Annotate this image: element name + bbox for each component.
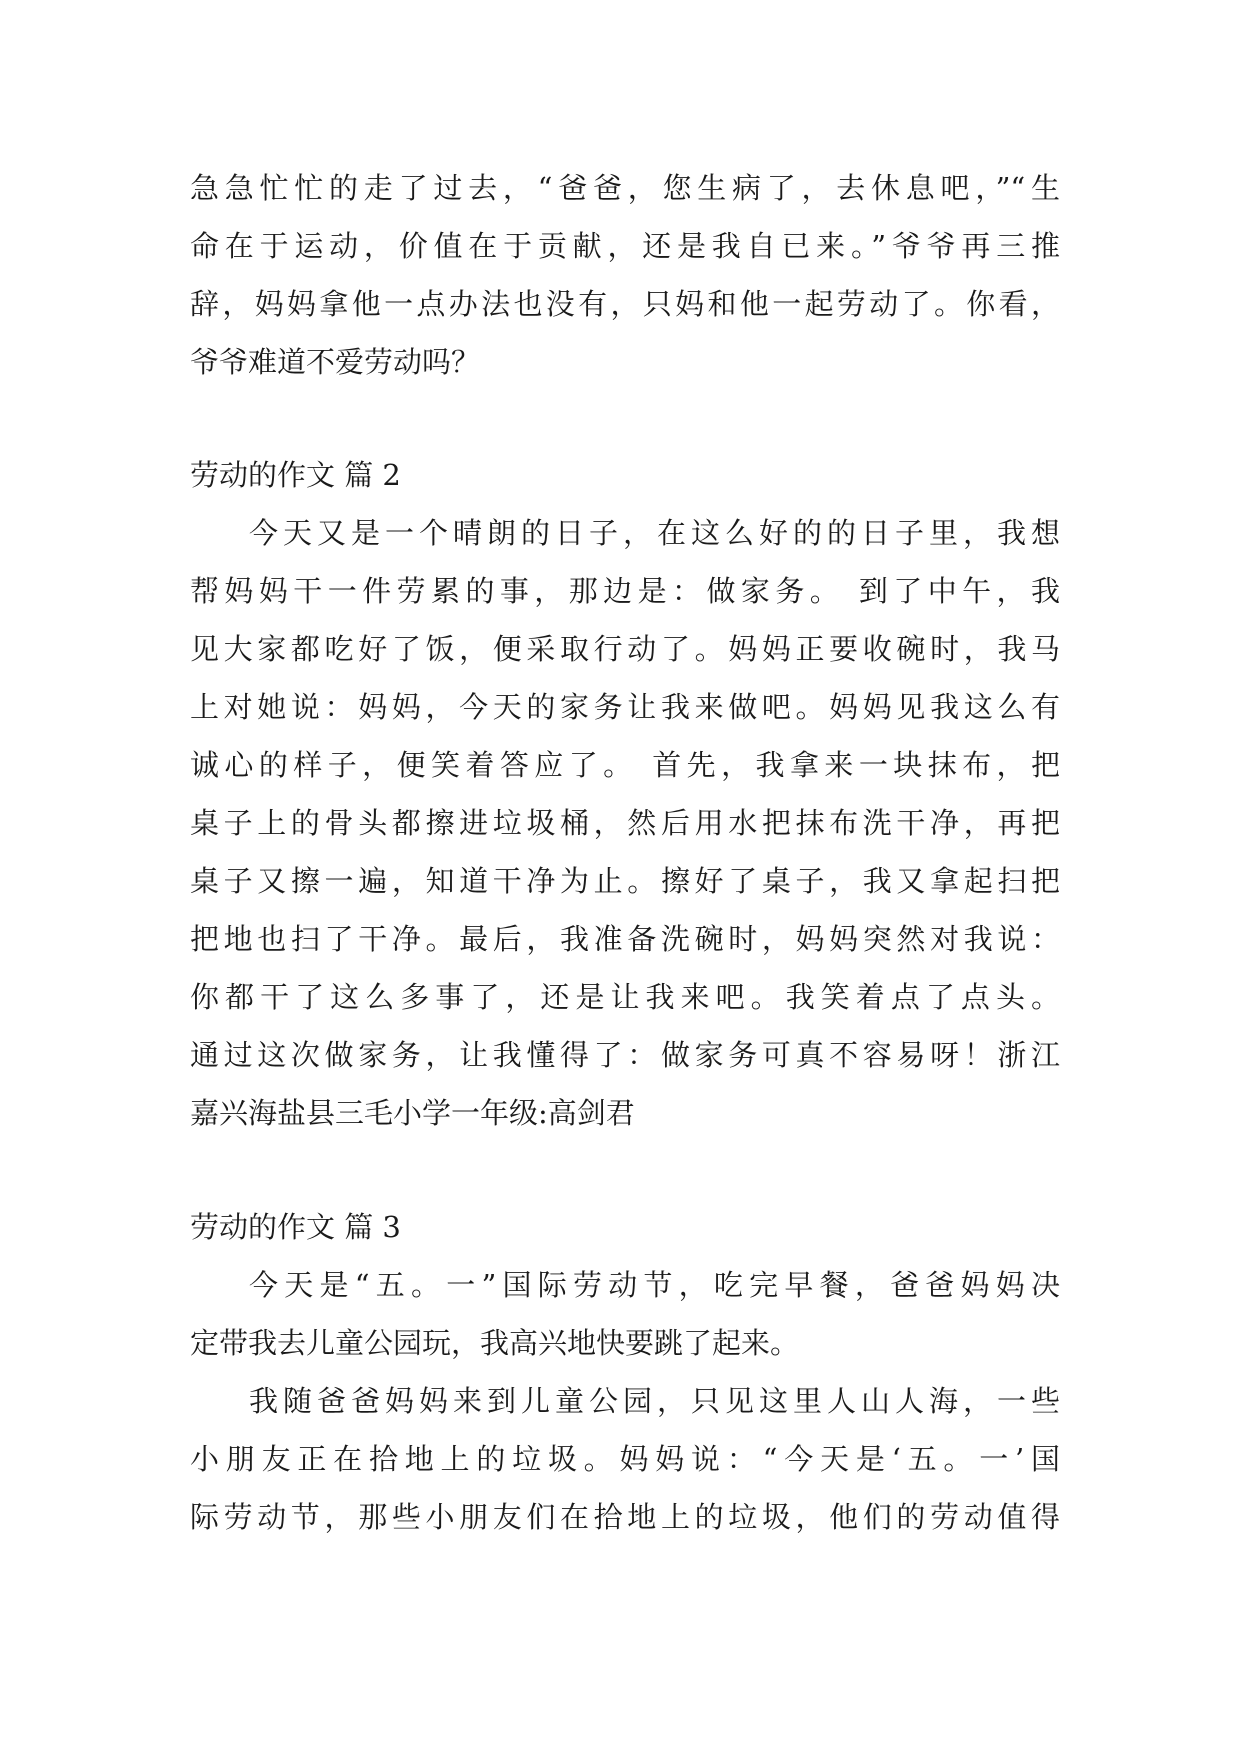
paragraph-line: 见大家都吃好了饭，便采取行动了。妈妈正要收碗时，我马 [190,632,1060,666]
paragraph-line: 桌子上的骨头都擦进垃圾桶，然后用水把抹布洗干净，再把 [190,806,1060,840]
paragraph-line: 桌子又擦一遍，知道干净为止。擦好了桌子，我又拿起扫把 [190,864,1060,898]
paragraph-line: 把地也扫了干净。最后，我准备洗碗时，妈妈突然对我说： [190,922,1060,956]
paragraph-line: 辞，妈妈拿他一点办法也没有，只妈和他一起劳动了。你看， [190,287,1060,321]
paragraph-line: 今天又是一个晴朗的日子，在这么好的的日子里，我想 [249,516,1060,550]
section-heading: 劳动的作文 篇 2 [190,458,401,492]
paragraph-line: 我随爸爸妈妈来到儿童公园，只见这里人山人海，一些 [249,1384,1060,1418]
paragraph-line: 爷爷难道不爱劳动吗？ [190,345,481,379]
paragraph-line: 帮妈妈干一件劳累的事，那边是：做家务。 到了中午，我 [190,574,1060,608]
paragraph-line: 际劳动节，那些小朋友们在拾地上的垃圾，他们的劳动值得 [190,1500,1060,1534]
section-heading: 劳动的作文 篇 3 [190,1210,401,1244]
paragraph-line: 急急忙忙的走了过去，“爸爸，您生病了，去休息吧，”“生 [190,171,1060,205]
paragraph-line: 上对她说：妈妈，今天的家务让我来做吧。妈妈见我这么有 [190,690,1060,724]
paragraph-line: 诚心的样子，便笑着答应了。 首先，我拿来一块抹布，把 [190,748,1060,782]
paragraph-line: 定带我去儿童公园玩，我高兴地快要跳了起来。 [190,1326,800,1360]
paragraph-line: 小朋友正在拾地上的垃圾。妈妈说：“今天是‘五。一’国 [190,1442,1060,1476]
paragraph-line: 命在于运动，价值在于贡献，还是我自已来。”爷爷再三推 [190,229,1060,263]
paragraph-line: 今天是“五。一”国际劳动节，吃完早餐，爸爸妈妈决 [249,1268,1060,1302]
paragraph-line: 嘉兴海盐县三毛小学一年级:高剑君 [190,1096,635,1130]
paragraph-line: 通过这次做家务，让我懂得了：做家务可真不容易呀！浙江 [190,1038,1060,1072]
paragraph-line: 你都干了这么多事了，还是让我来吧。我笑着点了点头。 [190,980,1060,1014]
